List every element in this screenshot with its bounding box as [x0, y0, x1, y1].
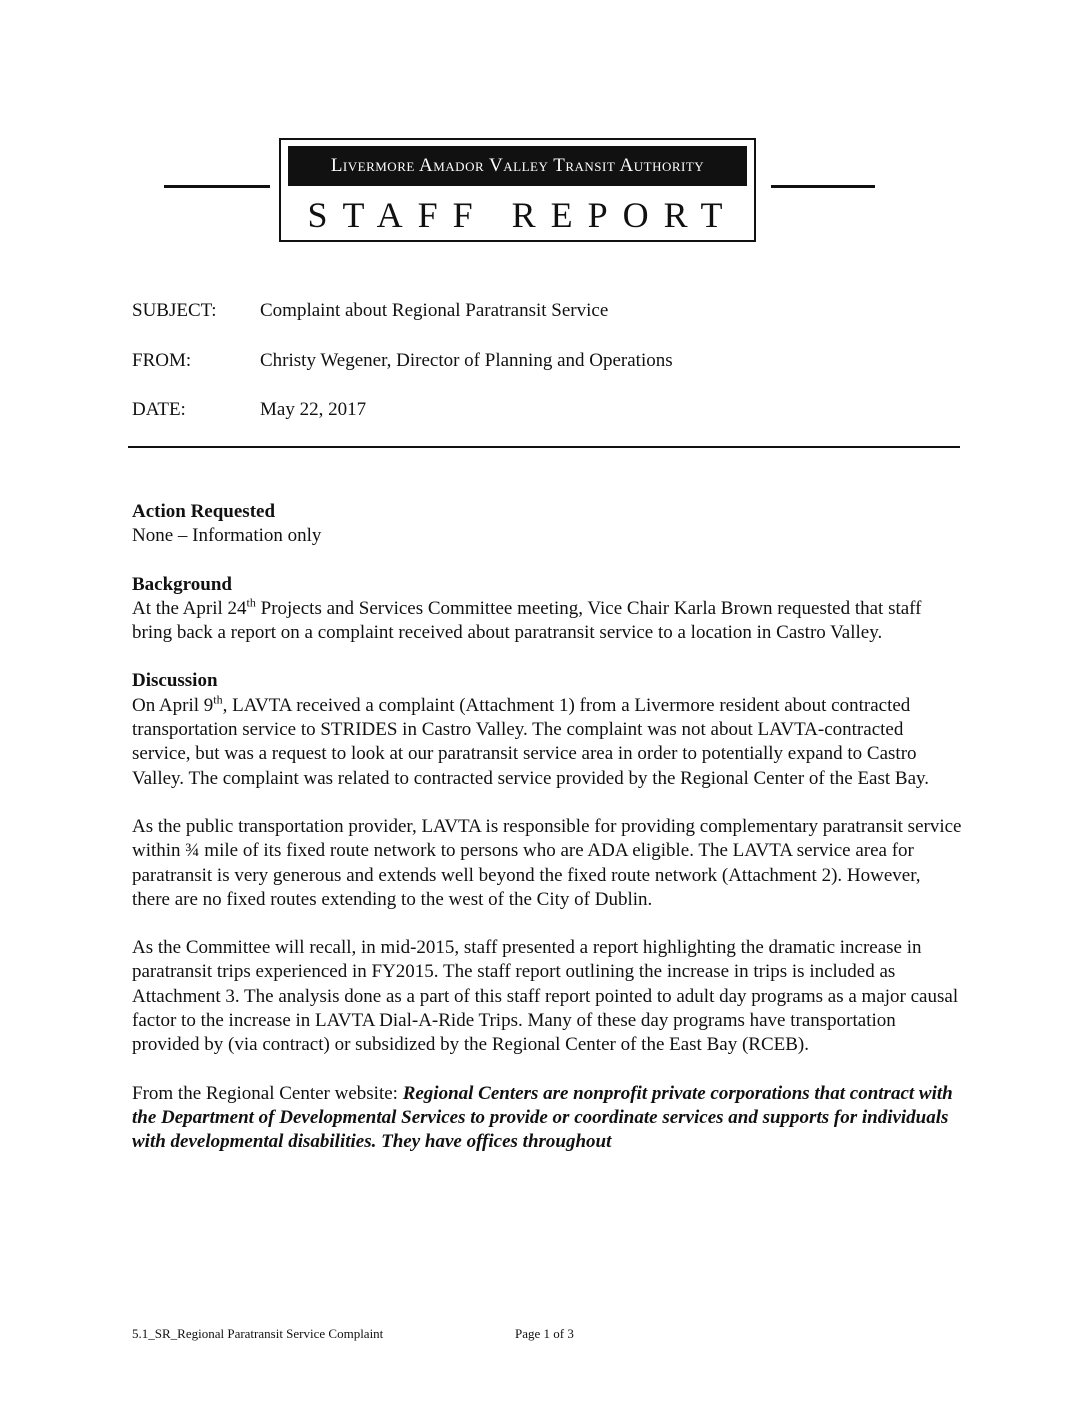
background-heading: Background — [132, 573, 232, 595]
masthead — [279, 138, 756, 242]
subject-label: SUBJECT: — [132, 300, 217, 321]
from-value: Christy Wegener, Director of Planning and Operations — [260, 350, 673, 371]
date-label: DATE: — [132, 399, 186, 420]
action-text: None – Information only — [132, 525, 322, 547]
date-value: May 22, 2017 — [260, 399, 367, 420]
action-heading: Action Requested — [132, 501, 276, 522]
discussion-paragraph-1: On April 9th, LAVTA received a complaint (Attachment 1) from a Livermore resident about contracted transportation service to STRIDES in Castro Valley. The complaint was not about LAVTA-contracted service, but was a request to look at our paratransit service area in order to potentially expand to Castro Valley. The complaint was related to contracted service provided by the Regional Center of the East Bay. — [132, 692, 930, 789]
report-body — [132, 500, 962, 1155]
footer-filename: 5.1_SR_Regional Paratransit Service Complaint — [132, 1326, 384, 1341]
discussion-paragraph-3: As the Committee will recall, in mid-2015, staff presented a report highlighting the dramatic increase in paratransit trips experienced in FY2015. The staff report outlining the increase in trips is included as Attachment 3. The analysis done as a part of this staff report pointed to adult day programs as a major causal factor to the increase in LAVTA Dial-A-Ride Trips. Many of these day programs have transportation provided by (via contract) or subsidized by the Regional Center of the East Bay (RCEB). — [132, 937, 959, 1056]
masthead-organization: Livermore Amador Valley Transit Authority — [288, 146, 747, 186]
discussion-paragraph-2: As the public transportation provider, LAVTA is responsible for providing complementary paratransit service within ¾ mile of its fixed route network to persons who are ADA eligible. The LAVTA service area for paratransit is very generous and extends well beyond the fixed route network (Attachment 2). However, there are no fixed routes extending to the west of the City of Dublin. — [132, 815, 962, 910]
masthead-title: STAFF REPORT — [307, 195, 738, 235]
masthead-left-rule — [164, 185, 270, 188]
background-paragraph: At the April 24th Projects and Services Committee meeting, Vice Chair Karla Brown requested that staff bring back a report on a complaint received about paratransit service to a location in Castro Valley. — [132, 595, 922, 644]
discussion-heading: Discussion — [132, 670, 218, 692]
footer-page-number: Page 1 of 3 — [515, 1326, 574, 1341]
masthead-right-rule — [771, 185, 875, 188]
discussion-paragraph-4: From the Regional Center website: Regional Centers are nonprofit private corporations that contract with the Department of Developmental Services to provide or coordinate services and supports for individuals with developmental disabilities. They have offices throughout — [132, 1082, 953, 1153]
from-label: FROM: — [132, 350, 192, 371]
memo-divider — [128, 446, 960, 448]
subject-value: Complaint about Regional Paratransit Service — [260, 300, 609, 321]
